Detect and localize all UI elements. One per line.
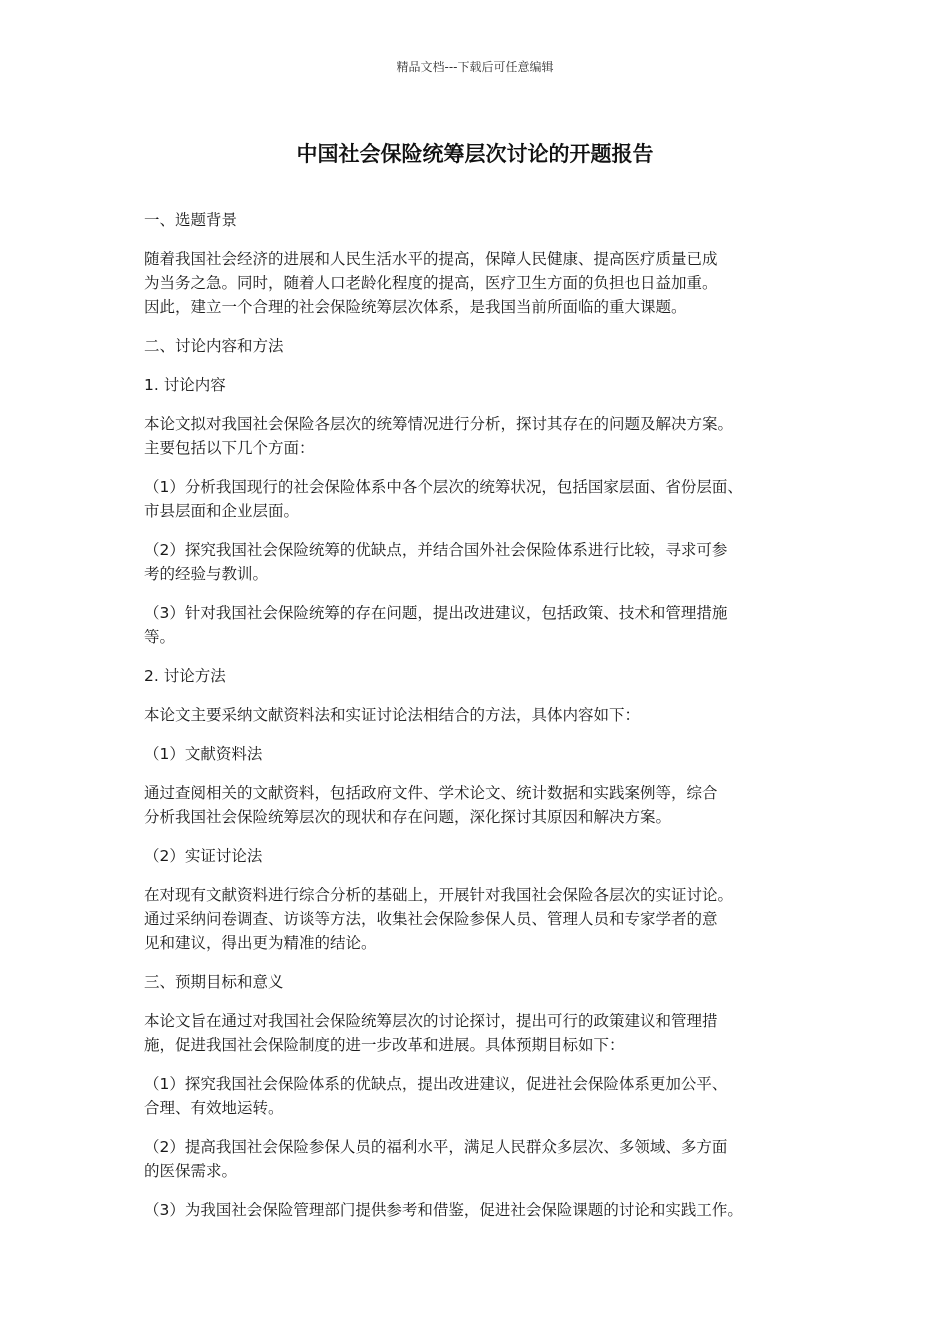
paragraph-method-intro: 本论文主要采纳文献资料法和实证讨论法相结合的方法，具体内容如下： bbox=[144, 706, 641, 724]
paragraph-goals-intro: 本论文旨在通过对我国社会保险统筹层次的讨论探讨，提出可行的政策建议和管理措 施，促进我国社会保险制度的进一步改革和进展。具体预期目标如下： bbox=[144, 1012, 718, 1054]
list-item-goal-2: （2）提高我国社会保险参保人员的福利水平，满足人民群众多层次、多领域、多方面 的医保需求。 bbox=[144, 1138, 728, 1180]
document-body bbox=[144, 208, 824, 1237]
list-item-content-2: （2）探究我国社会保险统筹的优缺点，并结合国外社会保险体系进行比较，寻求可参 考的经验与教训。 bbox=[144, 541, 728, 583]
list-item-goal-1: （1）探究我国社会保险体系的优缺点，提出改进建议，促进社会保险体系更加公平、 合理、有效地运转。 bbox=[144, 1075, 728, 1117]
list-item-content-1: （1）分析我国现行的社会保险体系中各个层次的统筹状况，包括国家层面、省份层面、 市县层面和企业层面。 bbox=[144, 478, 743, 520]
section-heading-content-method: 二、讨论内容和方法 bbox=[144, 337, 284, 355]
subheading-method: 2. 讨论方法 bbox=[144, 667, 226, 685]
document-title: 中国社会保险统筹层次讨论的开题报告 bbox=[296, 142, 654, 166]
paragraph-method-empirical: 在对现有文献资料进行综合分析的基础上，开展针对我国社会保险各层次的实证讨论。 通过采纳问卷调查、访谈等方法，收集社会保险参保人员、管理人员和专家学者的意 见和建议，得出更为精准的结论。 bbox=[144, 886, 734, 952]
list-item-content-3: （3）针对我国社会保险统筹的存在问题，提出改进建议，包括政策、技术和管理措施 等。 bbox=[144, 604, 728, 646]
header-note: 精品文档---下载后可任意编辑 bbox=[396, 60, 554, 74]
paragraph-method-literature: 通过查阅相关的文献资料，包括政府文件、学术论文、统计数据和实践案例等，综合 分析我国社会保险统筹层次的现状和存在问题，深化探讨其原因和解决方案。 bbox=[144, 784, 718, 826]
method-heading-literature: （1）文献资料法 bbox=[144, 745, 263, 763]
section-heading-background: 一、选题背景 bbox=[144, 211, 238, 229]
subheading-content: 1. 讨论内容 bbox=[144, 376, 226, 394]
method-heading-empirical: （2）实证讨论法 bbox=[144, 847, 263, 865]
section-heading-goals: 三、预期目标和意义 bbox=[144, 973, 284, 991]
paragraph-content-intro: 本论文拟对我国社会保险各层次的统筹情况进行分析，探讨其存在的问题及解决方案。 主要包括以下几个方面： bbox=[144, 415, 734, 457]
paragraph-background: 随着我国社会经济的进展和人民生活水平的提高，保障人民健康、提高医疗质量已成 为当务之急。同时，随着人口老龄化程度的提高，医疗卫生方面的负担也日益加重。 因此，建立一个合理的社会保险统筹层次体系，是我国当前所面临的重大课题。 bbox=[144, 250, 718, 316]
list-item-goal-3: （3）为我国社会保险管理部门提供参考和借鉴，促进社会保险课题的讨论和实践工作。 bbox=[144, 1201, 743, 1219]
